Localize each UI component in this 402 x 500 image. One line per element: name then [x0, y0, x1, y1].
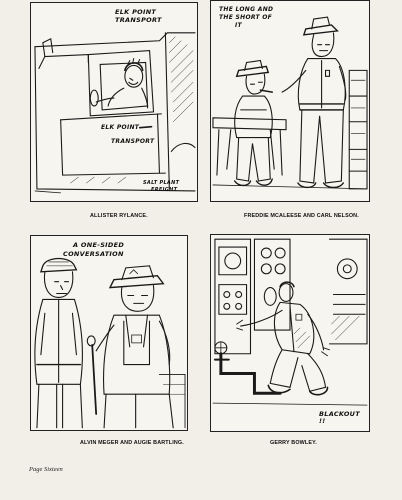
truck-drawing: [31, 3, 197, 201]
truck-top-sign-line-1: ELK POINT: [115, 8, 157, 16]
blackout-drawing: [211, 235, 369, 431]
truck-door-sign-line-2: TRANSPORT: [111, 138, 155, 145]
title-line-1: A ONE-SIDED: [73, 241, 125, 249]
cartoon-panel-long-and-short: [210, 0, 370, 202]
blackout-exclamation: BLACKOUT !!: [319, 410, 360, 425]
speech-line-2: THE SHORT OF: [219, 14, 273, 21]
truck-plate-line-2: FREIGHT: [151, 187, 178, 193]
page-label: Page Sixteen: [29, 466, 63, 473]
speech-line-1: THE LONG AND: [219, 6, 274, 13]
cartoon-panel-blackout: [210, 234, 370, 432]
truck-top-sign-line-2: TRANSPORT: [115, 16, 162, 24]
title-line-2: CONVERSATION: [63, 250, 124, 258]
cartoon-panel-truck: [30, 2, 198, 202]
truck-plate-line-1: SALT PLANT: [143, 180, 180, 186]
caption-panel-2: FREDDIE MCALEESE AND CARL NELSON.: [244, 213, 359, 219]
conversation-drawing: [31, 236, 187, 430]
speech-line-3: IT: [235, 22, 242, 29]
two-men-drawing: [211, 1, 369, 201]
caption-panel-3: ALVIN MEGER AND AUGIE BARTLING.: [80, 440, 184, 446]
truck-door-sign-line-1: ELK POINT: [101, 124, 140, 131]
caption-panel-4: GERRY BOWLEY.: [270, 440, 317, 446]
caption-panel-1: ALLISTER RYLANCE.: [90, 213, 148, 219]
cartoon-panel-conversation: [30, 235, 188, 431]
